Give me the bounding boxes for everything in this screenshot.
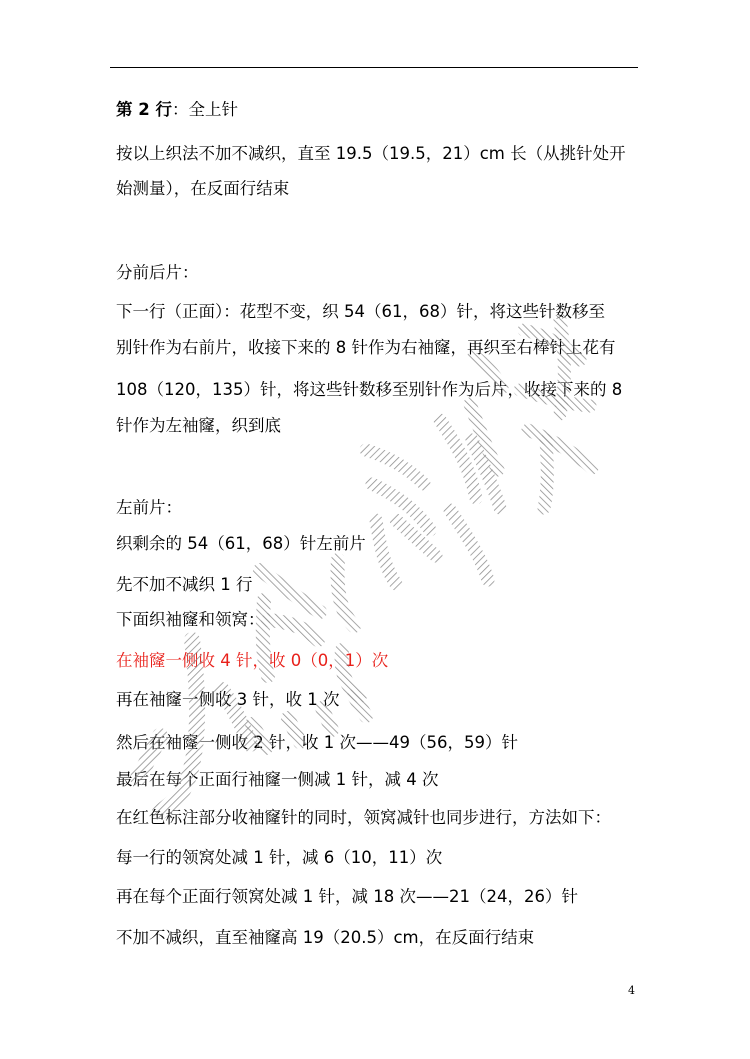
text-line: 然后在袖窿一侧收 2 针，收 1 次——49（56，59）针 (116, 733, 518, 752)
text-line: 先不加不减织 1 行 (116, 575, 253, 594)
text-line: 每一行的领窝处减 1 针，减 6（10，11）次 (116, 848, 443, 867)
text-line: 再在袖窿一侧收 3 针，收 1 次 (116, 690, 340, 709)
text-line: 108（120，135）针，将这些针数移至别针作为后片，收接下来的 8 (116, 380, 623, 399)
text-line: 按以上织法不加不减织，直至 19.5（19.5，21）cm 长（从挑针处开 (116, 144, 626, 163)
text-line: 最后在每个正面行袖窿一侧减 1 针，减 4 次 (116, 770, 439, 789)
row-label: 第 2 行 (116, 100, 172, 119)
header-rule (110, 67, 638, 68)
text-line: 织剩余的 54（61，68）针左前片 (116, 534, 366, 553)
section-heading-split: 分前后片： (116, 263, 199, 282)
row-1-heading (116, 100, 238, 120)
text-line: 始测量），在反面行结束 (116, 179, 290, 198)
text-line: 下一行（正面）：花型不变，织 54（61，68）针，将这些针数移至 (116, 302, 605, 321)
text-line: 下面织袖窿和领窝： (116, 610, 265, 629)
page-number: 4 (628, 984, 635, 997)
text-line: 别针作为右前片，收接下来的 8 针作为右袖窿，再织至右棒针上花有 (116, 338, 616, 357)
text-line: 再在每个正面行领窝处减 1 针，减 18 次——21（24，26）针 (116, 887, 578, 906)
row-text: ：全上针 (171, 100, 238, 119)
watermark-char-3 (366, 420, 500, 584)
text-line: 在红色标注部分收袖窿针的同时，领窝减针也同步进行，方法如下： (116, 808, 611, 827)
text-line: 不加不减织，直至袖窿高 19（20.5）cm，在反面行结束 (116, 928, 535, 947)
text-line: 针作为左袖窿，织到底 (116, 416, 281, 435)
text-line-red: 在袖窿一侧收 4 针，收 0（0，1）次 (116, 651, 389, 670)
section-heading-left-front: 左前片： (116, 498, 182, 517)
